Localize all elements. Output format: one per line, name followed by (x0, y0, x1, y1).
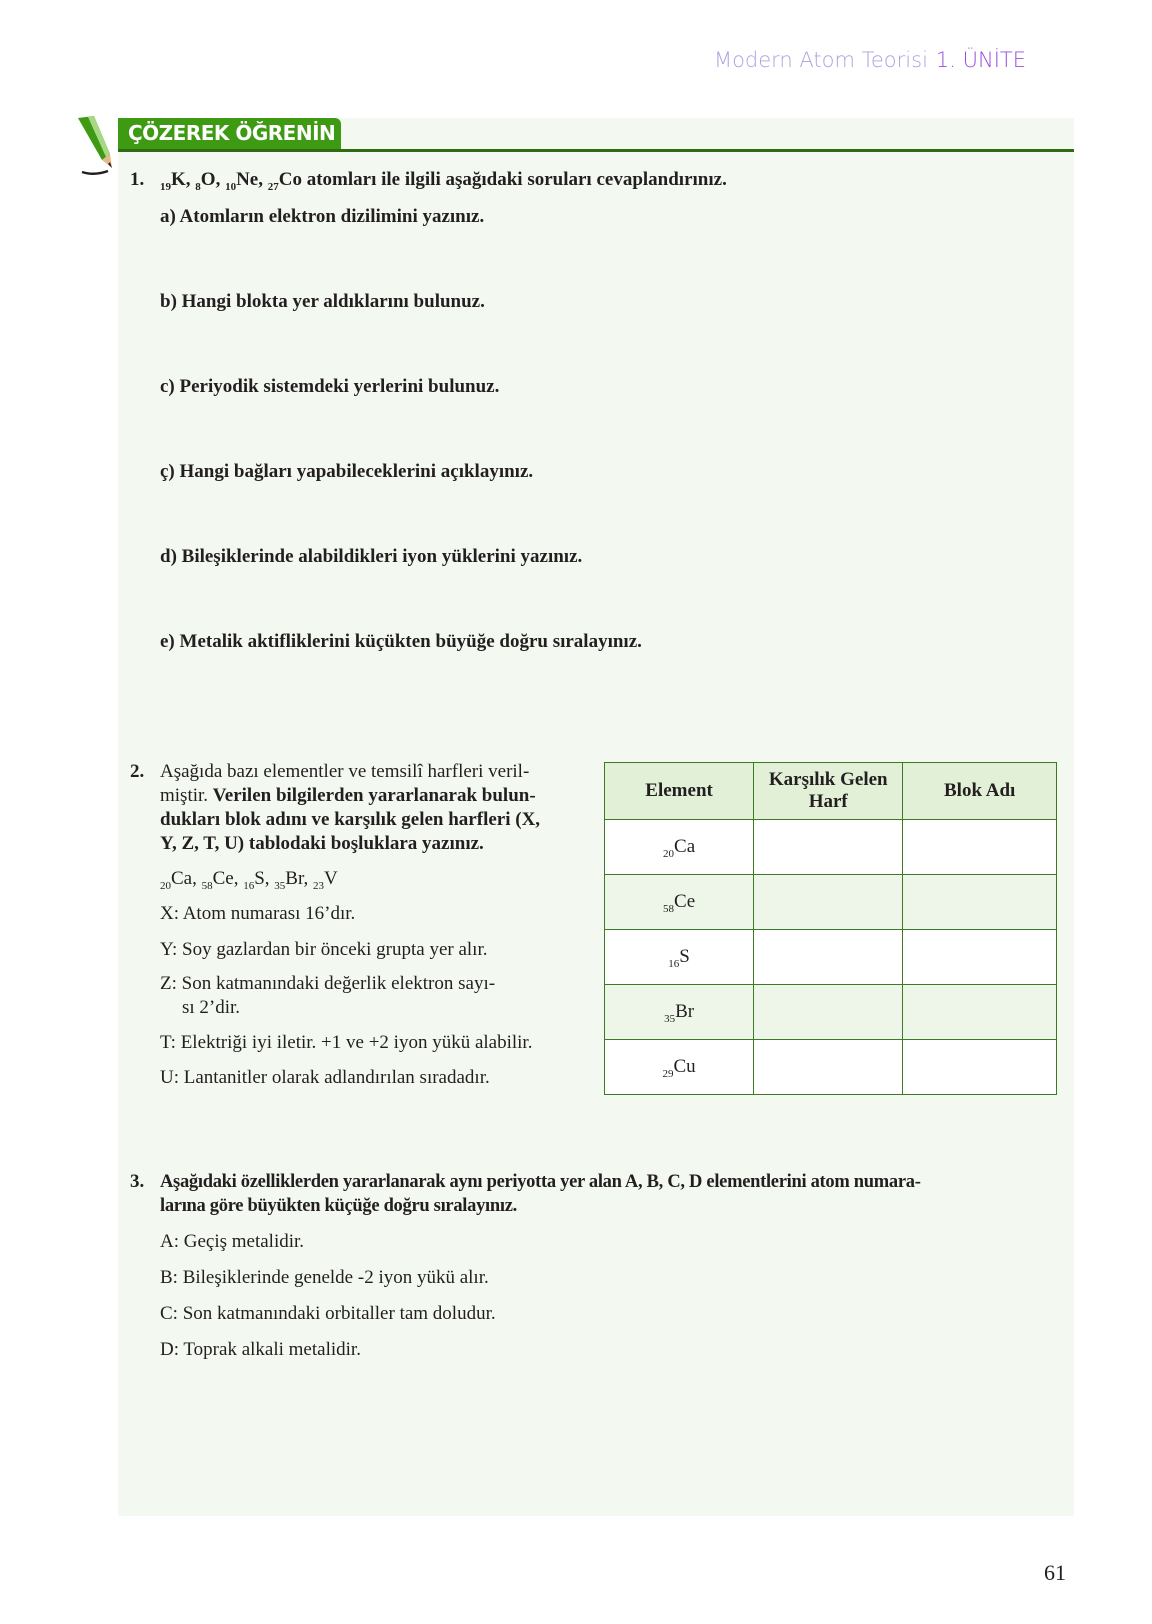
question-1a: a) Atomların elektron dizilimini yazınız. (160, 206, 485, 227)
table-row (605, 820, 1057, 875)
clue-t: T: Elektriği iyi iletir. +1 ve +2 iyon yükü alabilir. (160, 1032, 533, 1053)
block-cell[interactable] (903, 875, 1057, 930)
question-1d: d) Bileşiklerinde alabildikleri iyon yüklerini yazınız. (160, 546, 583, 567)
header-unit: 1. ÜNİTE (935, 48, 1026, 72)
section-divider (118, 149, 1074, 152)
question-number: 1. (130, 169, 145, 190)
section-tab-bar (118, 118, 1074, 152)
question-number: 2. (130, 761, 145, 782)
table-row (605, 875, 1057, 930)
clue-c: C: Son katmanındaki orbitaller tam doludur. (160, 1303, 496, 1324)
element-cell: $_{35}$Br (605, 985, 754, 1040)
element-cell: $_{29}$Cu (605, 1040, 754, 1095)
question-1e: e) Metalik aktifliklerini küçükten büyüğe doğru sıralayınız. (160, 631, 642, 652)
page-number: 61 (1044, 1560, 1066, 1585)
clue-z-cont: sı 2’dir. (182, 997, 241, 1018)
table-row (605, 1040, 1057, 1095)
column-header-element: Element (605, 763, 754, 820)
clue-b: B: Bileşiklerinde genelde -2 iyon yükü alır. (160, 1267, 489, 1288)
pencil-icon (74, 116, 124, 176)
element-table (604, 762, 1057, 1095)
column-header-letter: Karşılık Gelen Harf (754, 763, 903, 820)
header-topic: Modern Atom Teorisi (713, 48, 928, 72)
block-cell[interactable] (903, 985, 1057, 1040)
question-1c-cedilla: ç) Hangi bağları yapabileceklerini açıklayınız. (160, 461, 534, 482)
letter-cell[interactable] (754, 875, 903, 930)
question-3-stem: Aşağıdaki özelliklerden yararlanarak aynı periyotta yer alan A, B, C, D elementlerini atom numara- larına göre büyükten küçüğe doğru sıralayınız. (160, 1172, 921, 1216)
element-cell: $_{16}$S (605, 930, 754, 985)
clue-u: U: Lantanitler olarak adlandırılan sıradadır. (160, 1067, 490, 1088)
clue-y: Y: Soy gazlardan bir önceki grupta yer alır. (160, 939, 488, 960)
question-number: 3. (130, 1171, 145, 1192)
question-1b: b) Hangi blokta yer aldıklarını bulunuz. (160, 291, 485, 312)
clue-x: X: Atom numarası 16’dır. (160, 903, 356, 924)
element-list: $_{20}$Ca, $_{58}$Ce, $_{16}$S, $_{35}$Br, $_{23}$V (160, 868, 338, 892)
letter-cell[interactable] (754, 930, 903, 985)
block-cell[interactable] (903, 930, 1057, 985)
question-1c: c) Periyodik sistemdeki yerlerini bulunuz. (160, 376, 500, 397)
letter-cell[interactable] (754, 1040, 903, 1095)
section-tab (118, 118, 341, 149)
table-row (605, 930, 1057, 985)
table-row (605, 985, 1057, 1040)
question-1-stem: $_{19}$K, $_8$O, $_{10}$Ne, $_{27}$Co atomları ile ilgili aşağıdaki soruları cevaplandırınız. (160, 169, 727, 193)
section-tab-label: ÇÖZEREK ÖĞRENİN (128, 121, 336, 145)
running-header (714, 48, 1026, 72)
element-cell: $_{58}$Ce (605, 875, 754, 930)
letter-cell[interactable] (754, 820, 903, 875)
clue-d: D: Toprak alkali metalidir. (160, 1339, 361, 1360)
clue-z: Z: Son katmanındaki değerlik elektron sayı- (160, 973, 496, 994)
letter-cell[interactable] (754, 985, 903, 1040)
clue-a: A: Geçiş metalidir. (160, 1231, 305, 1252)
block-cell[interactable] (903, 1040, 1057, 1095)
block-cell[interactable] (903, 820, 1057, 875)
question-2-stem: Aşağıda bazı elementler ve temsilî harfleri veril- miştir. Verilen bilgilerden yararlanarak bulun- dukları blok adını ve karşılık gelen harfleri (X, Y, Z, T, U) tablodaki boşluklara yazınız. (160, 761, 541, 854)
column-header-block: Blok Adı (903, 763, 1057, 820)
element-cell: $_{20}$Ca (605, 820, 754, 875)
